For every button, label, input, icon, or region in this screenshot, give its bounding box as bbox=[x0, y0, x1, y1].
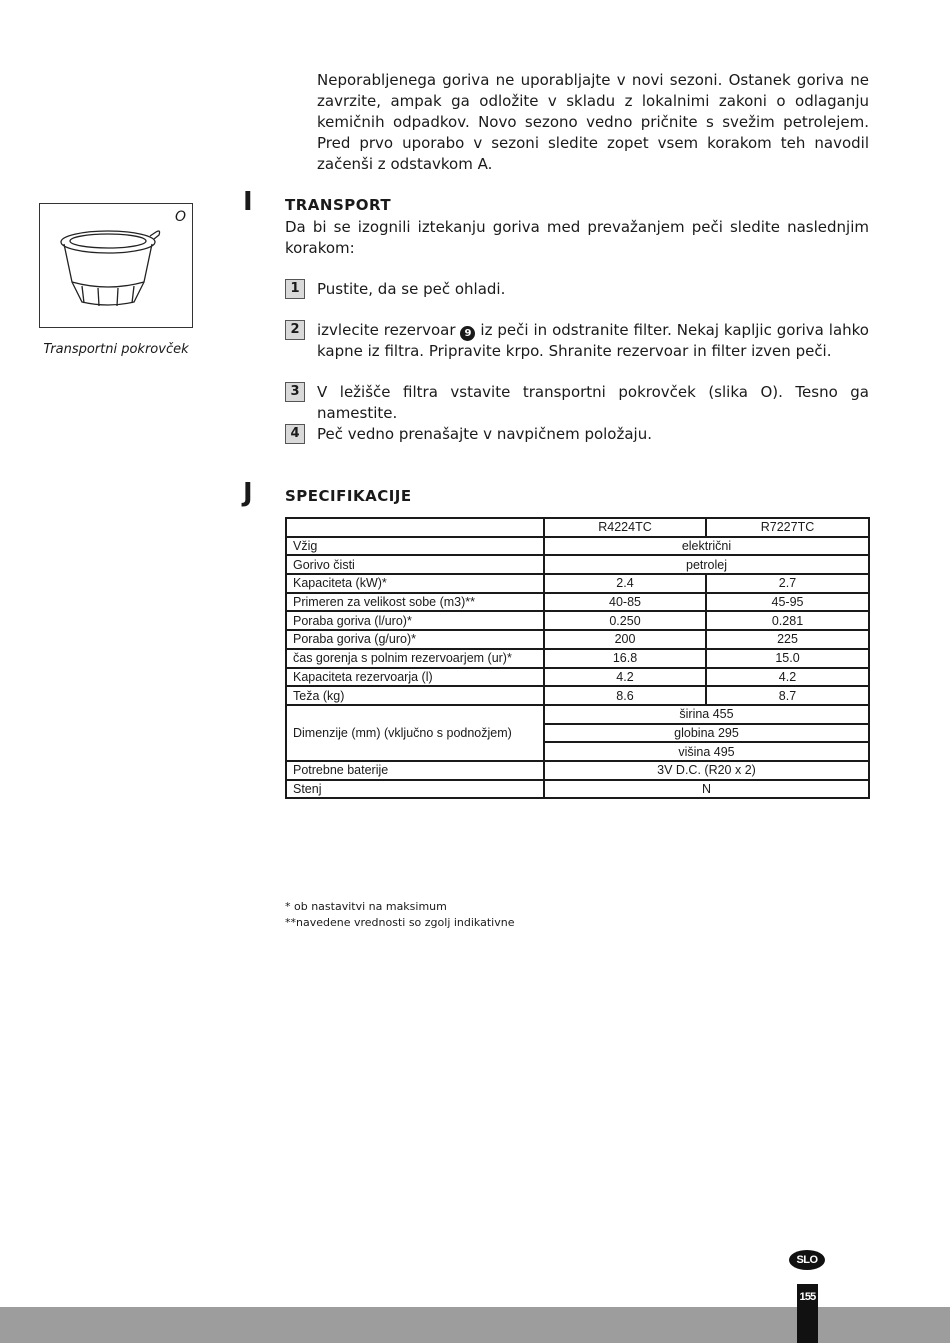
figure-caption: Transportni pokrovček bbox=[43, 342, 189, 357]
step-text: izvlecite rezervoar 9 iz peči in odstranite filter. Nekaj kapljic goriva lahko kapne iz filtra. Pripravite krpo. Shranite rezervoar in filter izven peči. bbox=[317, 321, 869, 360]
section-intro-transport: Da bi se izognili iztekanju goriva med prevažanjem peči sledite naslednjim korakom: bbox=[285, 218, 869, 257]
table-row bbox=[286, 780, 869, 799]
model-header: R7227TC bbox=[706, 518, 869, 537]
section-letter-j: J bbox=[243, 478, 253, 508]
tank-reference-icon: 9 bbox=[460, 326, 475, 341]
table-row bbox=[286, 705, 869, 724]
section-letter-i: I bbox=[243, 187, 253, 217]
row-value: električni bbox=[544, 537, 869, 556]
section-title-transport: TRANSPORT bbox=[285, 196, 392, 214]
row-label: Primeren za velikost sobe (m3)** bbox=[286, 593, 544, 612]
table-row bbox=[286, 593, 869, 612]
table-row bbox=[286, 574, 869, 593]
row-value: N bbox=[544, 780, 869, 799]
row-label: Poraba goriva (g/uro)* bbox=[286, 630, 544, 649]
step-text: Pustite, da se peč ohladi. bbox=[317, 280, 506, 298]
row-value: 225 bbox=[706, 630, 869, 649]
row-value: 15.0 bbox=[706, 649, 869, 668]
table-row bbox=[286, 630, 869, 649]
row-value: 2.7 bbox=[706, 574, 869, 593]
row-value: 4.2 bbox=[706, 668, 869, 687]
step-item bbox=[285, 279, 869, 300]
row-label: Kapaciteta (kW)* bbox=[286, 574, 544, 593]
step-item bbox=[285, 382, 869, 424]
row-value: 40-85 bbox=[544, 593, 706, 612]
row-label: čas gorenja s polnim rezervoarjem (ur)* bbox=[286, 649, 544, 668]
row-label: Kapaciteta rezervoarja (l) bbox=[286, 668, 544, 687]
row-value: 16.8 bbox=[544, 649, 706, 668]
row-value: 3V D.C. (R20 x 2) bbox=[544, 761, 869, 780]
row-label: Stenj bbox=[286, 780, 544, 799]
figure-letter: O bbox=[174, 209, 186, 225]
row-value: višina 495 bbox=[544, 742, 869, 761]
step-number: 4 bbox=[285, 424, 305, 444]
model-header: R4224TC bbox=[544, 518, 706, 537]
row-value: 8.6 bbox=[544, 686, 706, 705]
row-label: Potrebne baterije bbox=[286, 761, 544, 780]
step-text: Peč vedno prenašajte v navpičnem položaju. bbox=[317, 425, 652, 443]
row-value: 8.7 bbox=[706, 686, 869, 705]
footnotes bbox=[285, 899, 514, 931]
table-row bbox=[286, 686, 869, 705]
step-number: 3 bbox=[285, 382, 305, 402]
table-row bbox=[286, 649, 869, 668]
page-number: 155 bbox=[799, 1291, 816, 1303]
row-value: 200 bbox=[544, 630, 706, 649]
table-header-row bbox=[286, 518, 869, 537]
row-value: 0.281 bbox=[706, 611, 869, 630]
figure-o bbox=[39, 203, 193, 328]
language-badge: SLO bbox=[789, 1250, 825, 1270]
step-number: 1 bbox=[285, 279, 305, 299]
intro-paragraph: Neporabljenega goriva ne uporabljajte v novi sezoni. Ostanek goriva ne zavrzite, ampak ga odložite v skladu z lokalnimi zakoni o odlaganju kemičnih odpadkov. Novo sezono vedno pričnite s svežim petrolejem. Pred prvo uporabo v sezoni sledite zopet vsem korakom teh navodil začenši z odstavkom A. bbox=[317, 71, 869, 173]
row-label: Poraba goriva (l/uro)* bbox=[286, 611, 544, 630]
footnote: * ob nastavitvi na maksimum bbox=[285, 900, 447, 913]
row-label: Teža (kg) bbox=[286, 686, 544, 705]
row-value: petrolej bbox=[544, 555, 869, 574]
row-value: 2.4 bbox=[544, 574, 706, 593]
row-value: 45-95 bbox=[706, 593, 869, 612]
row-label: Vžig bbox=[286, 537, 544, 556]
transport-cap-icon bbox=[58, 222, 178, 307]
step-item bbox=[285, 320, 869, 362]
table-corner-cell bbox=[286, 518, 544, 537]
row-label: Dimenzije (mm) (vključno s podnožjem) bbox=[286, 705, 544, 761]
table-row bbox=[286, 668, 869, 687]
footnote: **navedene vrednosti so zgolj indikativne bbox=[285, 916, 515, 929]
specifications-table bbox=[285, 517, 870, 799]
row-value: globina 295 bbox=[544, 724, 869, 743]
row-value: 0.250 bbox=[544, 611, 706, 630]
table-row bbox=[286, 555, 869, 574]
row-label: Gorivo čisti bbox=[286, 555, 544, 574]
step-text: V ležišče filtra vstavite transportni pokrovček (slika O). Tesno ga namestite. bbox=[317, 383, 869, 422]
step-number: 2 bbox=[285, 320, 305, 340]
table-row bbox=[286, 537, 869, 556]
step-item bbox=[285, 424, 869, 445]
table-row bbox=[286, 611, 869, 630]
row-value: širina 455 bbox=[544, 705, 869, 724]
table-row bbox=[286, 761, 869, 780]
row-value: 4.2 bbox=[544, 668, 706, 687]
section-title-specifikacije: SPECIFIKACIJE bbox=[285, 487, 412, 505]
